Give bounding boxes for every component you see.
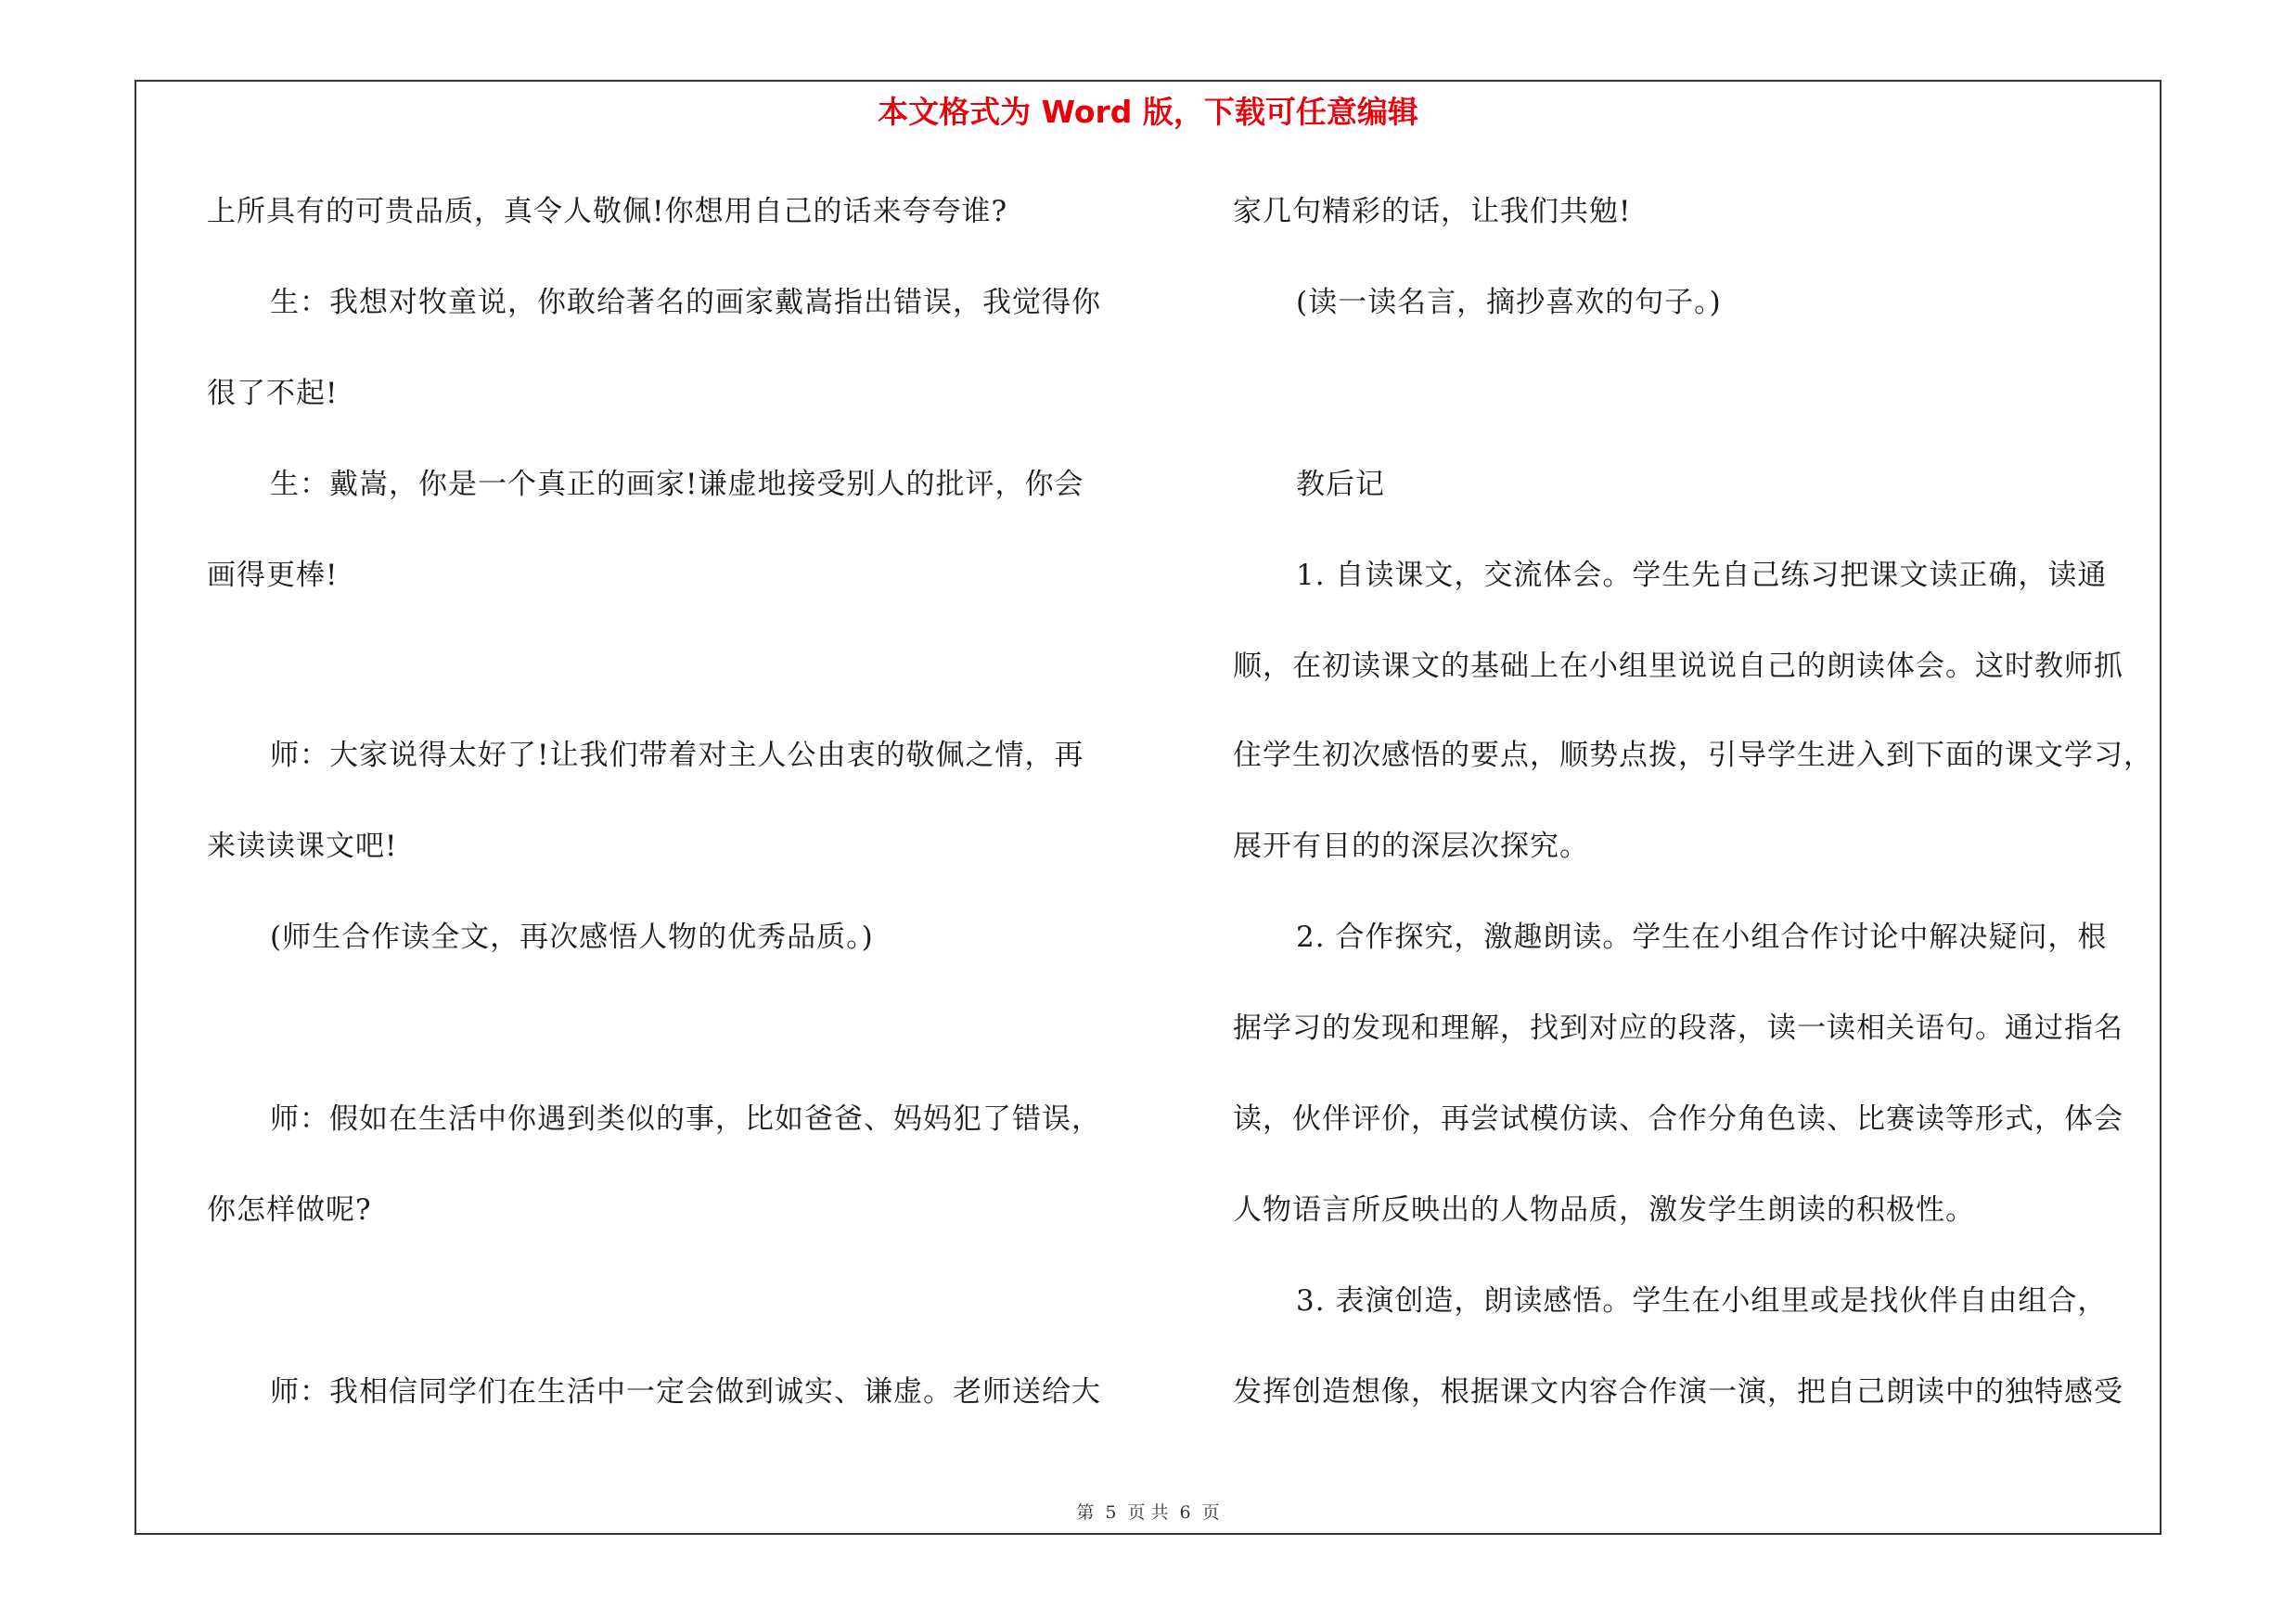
- paragraph-line: 发挥创造想像，根据课文内容合作演一演，把自己朗读中的独特感受: [1233, 1375, 2123, 1409]
- paragraph-line: 上所具有的可贵品质，真令人敬佩!你想用自己的话来夸夸谁?: [207, 195, 1008, 228]
- current-page-number: 5: [1105, 1502, 1117, 1523]
- page-label-prefix: 第: [1076, 1502, 1095, 1523]
- paragraph-line: 顺，在初读课文的基础上在小组里说说自己的朗读体会。这时教师抓: [1233, 650, 2123, 683]
- paragraph-line: 住学生初次感悟的要点，顺势点拨，引导学生进入到下面的课文学习，: [1233, 739, 2153, 772]
- paragraph-line: 你怎样做呢?: [207, 1193, 372, 1227]
- page-label-mid: 页 共: [1127, 1502, 1169, 1523]
- paragraph-line: 生：戴嵩，你是一个真正的画家!谦虚地接受别人的批评，你会: [270, 468, 1084, 501]
- paragraph-line: (读一读名言，摘抄喜欢的句子。): [1296, 286, 1722, 319]
- paragraph-line: 据学习的发现和理解，找到对应的段落，读一读相关语句。通过指名: [1233, 1011, 2123, 1045]
- paragraph-line: 画得更棒!: [207, 559, 339, 592]
- paragraph-line: 人物语言所反映出的人物品质，激发学生朗读的积极性。: [1233, 1193, 1975, 1227]
- paragraph-line: 生：我想对牧童说，你敢给著名的画家戴嵩指出错误，我觉得你: [270, 286, 1101, 319]
- paragraph-line: 展开有目的的深层次探究。: [1233, 830, 1589, 863]
- paragraph-line: (师生合作读全文，再次感悟人物的优秀品质。): [270, 921, 874, 954]
- paragraph-line: 师：假如在生活中你遇到类似的事，比如爸爸、妈妈犯了错误，: [270, 1102, 1101, 1136]
- paragraph-line: 师：我相信同学们在生活中一定会做到诚实、谦虚。老师送给大: [270, 1375, 1101, 1409]
- page-label-suffix: 页: [1201, 1502, 1220, 1523]
- paragraph-line: 来读读课文吧!: [207, 830, 398, 863]
- paragraph-line: 读，伙伴评价，再尝试模仿读、合作分角色读、比赛读等形式，体会: [1233, 1102, 2123, 1136]
- total-pages-number: 6: [1179, 1502, 1191, 1523]
- paragraph-line: 很了不起!: [207, 377, 339, 410]
- page-frame: [135, 80, 2161, 1535]
- section-heading: 教后记: [1296, 468, 1385, 501]
- paragraph-line: 2. 合作探究，激趣朗读。学生在小组合作讨论中解决疑问，根: [1296, 921, 2108, 954]
- page-number-footer: [136, 1499, 2160, 1524]
- paragraph-line: 家几句精彩的话，让我们共勉!: [1233, 195, 1632, 228]
- paragraph-line: 师：大家说得太好了!让我们带着对主人公由衷的敬佩之情，再: [270, 739, 1084, 772]
- paragraph-line: 3. 表演创造，朗读感悟。学生在小组里或是找伙伴自由组合，: [1296, 1284, 2108, 1318]
- paragraph-line: 1. 自读课文，交流体会。学生先自己练习把课文读正确，读通: [1296, 559, 2108, 592]
- header-banner: 本文格式为 Word 版，下载可任意编辑: [878, 94, 1418, 130]
